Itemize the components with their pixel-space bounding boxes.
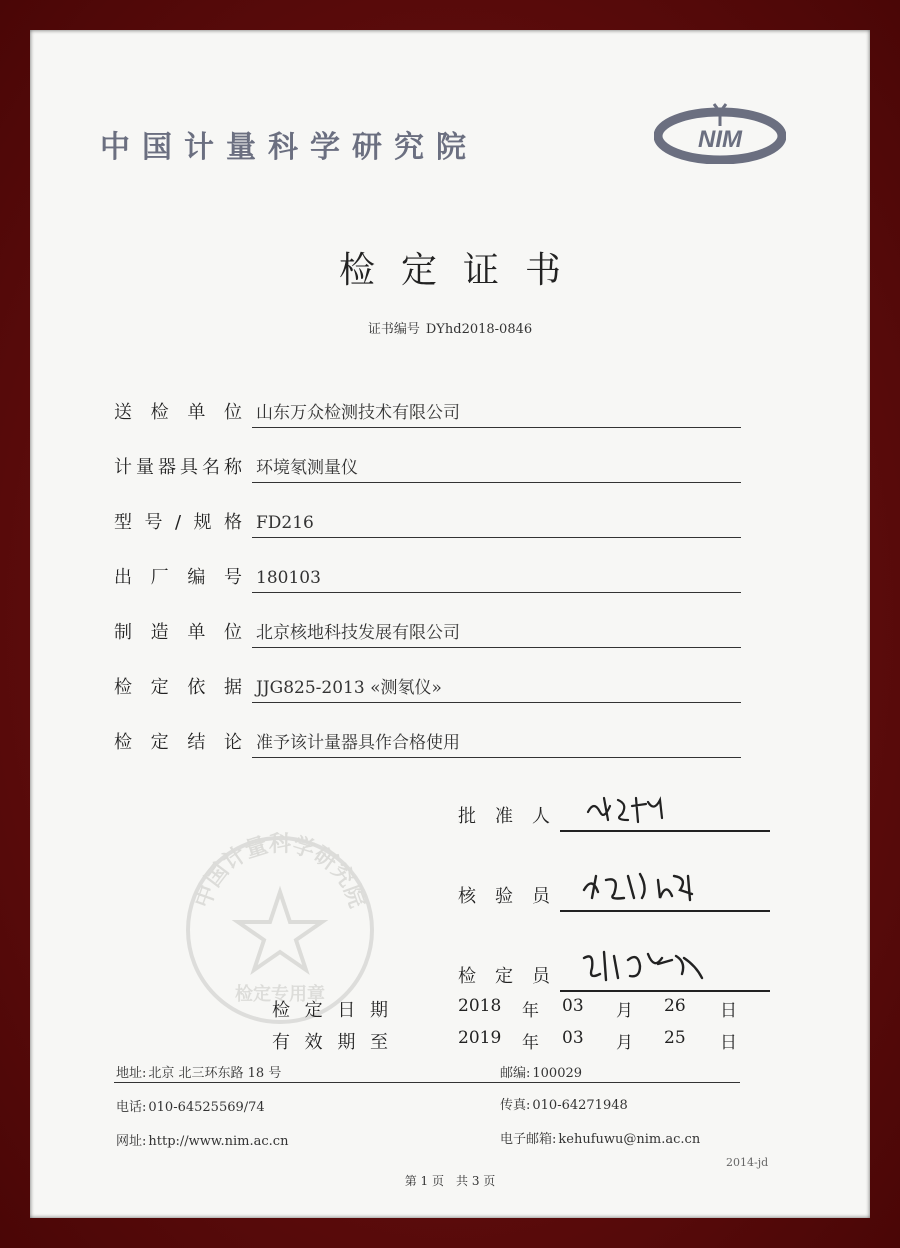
footer-label: 电子邮箱: [500, 1132, 557, 1147]
footer-divider [114, 1082, 740, 1083]
field-label: 检定依据 [114, 677, 242, 698]
field-label: 出厂编号 [114, 567, 242, 588]
footer-label: 传真: [500, 1098, 531, 1113]
field-value: 准予该计量器具作合格使用 [252, 731, 741, 758]
field-instrument-name [114, 455, 741, 483]
date-day-unit: 日 [720, 1033, 737, 1053]
footer-label: 地址: [116, 1066, 147, 1081]
field-value: JJG825-2013 «测氡仪» [252, 676, 741, 703]
field-value: 北京核地科技发展有限公司 [252, 621, 741, 648]
field-label: 计量器具名称 [114, 457, 242, 478]
date-day: 25 [664, 1028, 686, 1048]
svg-text:检定专用章: 检定专用章 [235, 984, 325, 1005]
certificate-number-label: 证书编号 [367, 322, 420, 337]
date-year-unit: 年 [522, 1001, 539, 1021]
signature-label: 核验员 [458, 886, 550, 907]
date-month: 03 [562, 996, 584, 1016]
date-day: 26 [664, 996, 686, 1016]
field-conclusion [114, 730, 741, 758]
valid-until-date [272, 1028, 742, 1054]
signature-line [560, 830, 770, 832]
field-manufacturer [114, 620, 741, 648]
signature-approver [458, 792, 770, 832]
signature-label: 批准人 [458, 806, 550, 827]
page-current: 第 1 页 [404, 1174, 444, 1188]
date-year: 2018 [458, 996, 502, 1016]
handwritten-signature-verifier [578, 946, 718, 986]
nim-logo-icon [654, 100, 786, 164]
field-submitting-unit [114, 400, 741, 428]
handwritten-signature-reviewer [578, 866, 718, 906]
signature-line [560, 910, 770, 912]
website-link[interactable]: http://www.nim.ac.cn [148, 1134, 289, 1149]
footer-label: 网址: [116, 1134, 147, 1149]
date-month-unit: 月 [616, 1033, 633, 1053]
field-label: 型号/规格 [114, 512, 242, 533]
footer-fax [500, 1094, 628, 1113]
handwritten-signature-approver [578, 792, 688, 826]
field-value: 环境氡测量仪 [252, 456, 741, 483]
footer-phone [116, 1096, 265, 1115]
footer-address [116, 1062, 281, 1081]
svg-text:中国计量科学研究院: 中国计量科学研究院 [190, 832, 370, 912]
footer-value: 北京 北三环东路 18 号 [148, 1066, 282, 1081]
date-label: 检定日期 [272, 1000, 388, 1021]
certificate-number-value: DYhd2018-0846 [425, 322, 533, 337]
page-total: 共 3 页 [456, 1174, 496, 1188]
certificate-number [30, 318, 870, 337]
date-day-unit: 日 [720, 1001, 737, 1021]
signature-line [560, 990, 770, 992]
certificate-paper [30, 30, 870, 1218]
footer-postcode [500, 1062, 582, 1081]
field-value: FD216 [252, 511, 741, 538]
footer-value: 010-64271948 [532, 1098, 628, 1113]
field-serial-number [114, 565, 741, 593]
field-verification-basis [114, 675, 741, 703]
date-year-unit: 年 [522, 1033, 539, 1053]
footer-label: 电话: [116, 1100, 147, 1115]
footer-email[interactable] [500, 1128, 700, 1147]
svg-text:NIM: NIM [698, 126, 742, 153]
form-code: 2014-jd [726, 1156, 769, 1169]
signature-reviewer [458, 872, 770, 912]
field-label: 检定结论 [114, 732, 242, 753]
email-link[interactable]: kehufuwu@nim.ac.cn [558, 1132, 701, 1147]
field-label: 制造单位 [114, 622, 242, 643]
signature-label: 检定员 [458, 966, 550, 987]
institution-name: 中国计量科学研究院 [100, 130, 478, 165]
date-label: 有效期至 [272, 1032, 388, 1053]
date-month-unit: 月 [616, 1001, 633, 1021]
certificate-title: 检定证书 [338, 250, 587, 291]
date-month: 03 [562, 1028, 584, 1048]
signature-verifier [458, 952, 770, 992]
field-model [114, 510, 741, 538]
page-number [30, 1172, 870, 1189]
field-value: 180103 [252, 566, 741, 593]
footer-website[interactable] [116, 1130, 288, 1149]
footer-label: 邮编: [500, 1066, 531, 1081]
date-year: 2019 [458, 1028, 502, 1048]
footer-value: 010-64525569/74 [148, 1100, 265, 1115]
verification-date [272, 996, 742, 1022]
field-label: 送检单位 [114, 402, 242, 423]
field-value: 山东万众检测技术有限公司 [252, 401, 741, 428]
footer-value: 100029 [532, 1066, 583, 1081]
